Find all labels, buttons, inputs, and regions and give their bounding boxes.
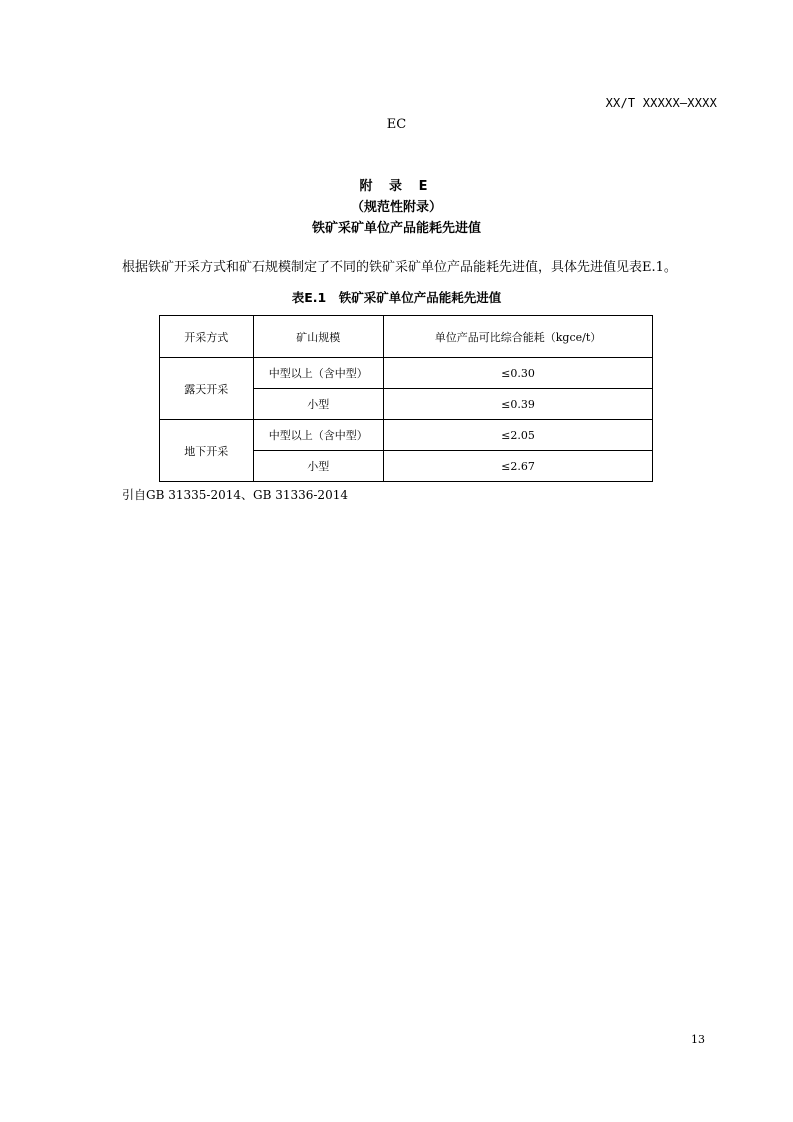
appendix-name: 铁矿采矿单位产品能耗先进值 [311,221,481,236]
table-row [160,420,653,451]
table-row [160,358,653,389]
scale-cell: 小型 [253,389,383,420]
method-cell: 地下开采 [160,420,254,482]
value-cell: ≤0.39 [384,389,653,420]
ec-label: EC [386,117,407,132]
scale-cell: 中型以上（含中型） [253,358,383,389]
header-scale: 矿山规模 [253,316,383,358]
method-cell: 露天开采 [160,358,254,420]
scale-cell: 中型以上（含中型） [253,420,383,451]
page-number: 13 [691,1033,705,1046]
header-energy: 单位产品可比综合能耗（kgce/t） [384,316,653,358]
header-method: 开采方式 [160,316,254,358]
table-header-row [160,316,653,358]
value-cell: ≤2.05 [384,420,653,451]
appendix-title: 附 录 E [359,179,434,194]
value-cell: ≤0.30 [384,358,653,389]
body-paragraph: 根据铁矿开采方式和矿石规模制定了不同的铁矿采矿单位产品能耗先进值，具体先进值见表E.1。 [122,260,677,275]
appendix-type: （规范性附录） [350,200,442,215]
source-note: 引自GB 31335-2014、GB 31336-2014 [122,488,348,502]
standard-code: XX/T XXXXX—XXXX [605,96,717,110]
table-caption: 表E.1 铁矿采矿单位产品能耗先进值 [291,290,502,305]
scale-cell: 小型 [253,451,383,482]
energy-table [159,315,653,482]
value-cell: ≤2.67 [384,451,653,482]
